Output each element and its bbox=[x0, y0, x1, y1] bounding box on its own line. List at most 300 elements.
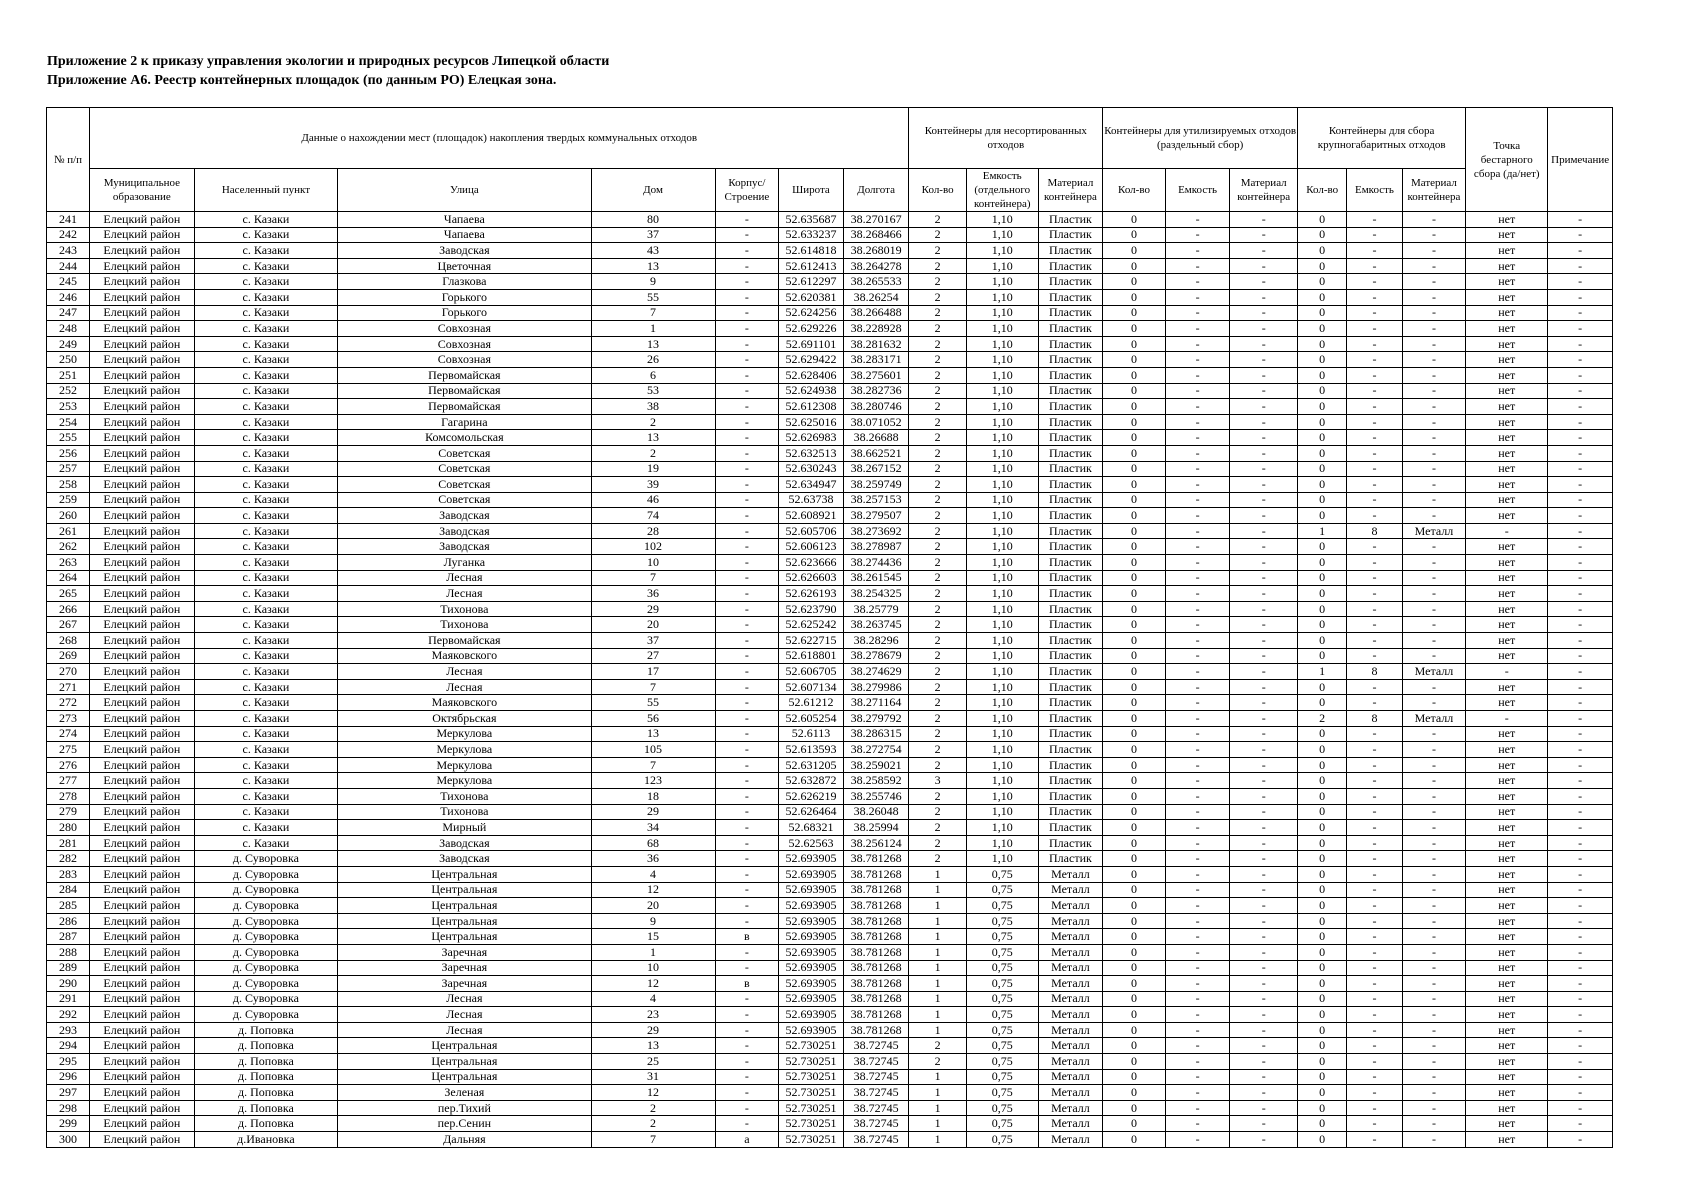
cell-point: нет bbox=[1466, 555, 1548, 571]
cell-unsorted-material: Металл bbox=[1038, 1054, 1103, 1070]
cell-unsorted-count: 2 bbox=[909, 461, 966, 477]
cell-settlement: с. Казаки bbox=[194, 835, 338, 851]
cell-building: - bbox=[715, 227, 779, 243]
cell-unsorted-count: 2 bbox=[909, 414, 966, 430]
cell-street: Заводская bbox=[338, 243, 591, 259]
cell-bulky-count: 0 bbox=[1298, 913, 1347, 929]
cell-unsorted-count: 1 bbox=[909, 882, 966, 898]
cell-point: нет bbox=[1466, 617, 1548, 633]
cell-building: - bbox=[715, 1007, 779, 1023]
cell-lat: 52.62563 bbox=[779, 835, 844, 851]
cell-point: нет bbox=[1466, 336, 1548, 352]
cell-lon: 38.254325 bbox=[843, 586, 909, 602]
cell-building: - bbox=[715, 305, 779, 321]
cell-unsorted-count: 2 bbox=[909, 788, 966, 804]
cell-house: 55 bbox=[591, 289, 715, 305]
cell-lon: 38.259749 bbox=[843, 477, 909, 493]
cell-point: нет bbox=[1466, 633, 1548, 649]
cell-lon: 38.259021 bbox=[843, 757, 909, 773]
table-row bbox=[47, 1116, 1613, 1132]
cell-street: Совхозная bbox=[338, 336, 591, 352]
cell-recycle-count: 0 bbox=[1103, 773, 1166, 789]
cell-bulky-material: - bbox=[1402, 1038, 1466, 1054]
cell-recycle-capacity: - bbox=[1165, 929, 1230, 945]
cell-settlement: с. Казаки bbox=[194, 570, 338, 586]
cell-lon: 38.283171 bbox=[843, 352, 909, 368]
cell-bulky-capacity: - bbox=[1347, 617, 1402, 633]
cell-point: нет bbox=[1466, 773, 1548, 789]
cell-unsorted-capacity: 1,10 bbox=[966, 788, 1038, 804]
cell-settlement: с. Казаки bbox=[194, 227, 338, 243]
cell-bulky-capacity: - bbox=[1347, 570, 1402, 586]
cell-settlement: д. Поповка bbox=[194, 1069, 338, 1085]
cell-settlement: д. Суворовка bbox=[194, 913, 338, 929]
cell-num: 298 bbox=[47, 1100, 90, 1116]
cell-municipality: Елецкий район bbox=[90, 1132, 195, 1148]
cell-bulky-material: - bbox=[1402, 352, 1466, 368]
cell-house: 2 bbox=[591, 1100, 715, 1116]
cell-lat: 52.730251 bbox=[779, 1038, 844, 1054]
cell-house: 56 bbox=[591, 711, 715, 727]
cell-note: - bbox=[1548, 321, 1613, 337]
table-row bbox=[47, 414, 1613, 430]
cell-unsorted-count: 2 bbox=[909, 212, 966, 228]
cell-lon: 38.72745 bbox=[843, 1132, 909, 1148]
cell-bulky-capacity: - bbox=[1347, 414, 1402, 430]
header-house: Дом bbox=[591, 169, 715, 212]
cell-unsorted-material: Пластик bbox=[1038, 289, 1103, 305]
cell-num: 270 bbox=[47, 664, 90, 680]
cell-settlement: д. Суворовка bbox=[194, 960, 338, 976]
cell-bulky-count: 0 bbox=[1298, 648, 1347, 664]
cell-unsorted-count: 2 bbox=[909, 711, 966, 727]
cell-lat: 52.632872 bbox=[779, 773, 844, 789]
cell-recycle-capacity: - bbox=[1165, 648, 1230, 664]
cell-bulky-capacity: - bbox=[1347, 1085, 1402, 1101]
cell-building: - bbox=[715, 601, 779, 617]
cell-settlement: д. Поповка bbox=[194, 1054, 338, 1070]
cell-unsorted-count: 1 bbox=[909, 1085, 966, 1101]
cell-unsorted-capacity: 0,75 bbox=[966, 1007, 1038, 1023]
cell-recycle-material: - bbox=[1230, 336, 1298, 352]
cell-num: 253 bbox=[47, 399, 90, 415]
cell-bulky-count: 0 bbox=[1298, 555, 1347, 571]
cell-settlement: с. Казаки bbox=[194, 617, 338, 633]
cell-unsorted-material: Пластик bbox=[1038, 399, 1103, 415]
cell-settlement: с. Казаки bbox=[194, 679, 338, 695]
cell-municipality: Елецкий район bbox=[90, 352, 195, 368]
cell-note: - bbox=[1548, 1100, 1613, 1116]
cell-street: Лесная bbox=[338, 586, 591, 602]
cell-street: Центральная bbox=[338, 913, 591, 929]
cell-unsorted-material: Пластик bbox=[1038, 212, 1103, 228]
cell-point: нет bbox=[1466, 788, 1548, 804]
cell-bulky-material: - bbox=[1402, 539, 1466, 555]
cell-house: 29 bbox=[591, 601, 715, 617]
cell-recycle-capacity: - bbox=[1165, 820, 1230, 836]
table-row bbox=[47, 773, 1613, 789]
cell-unsorted-material: Пластик bbox=[1038, 243, 1103, 259]
cell-lat: 52.626603 bbox=[779, 570, 844, 586]
document-titles bbox=[47, 52, 609, 90]
table-row bbox=[47, 477, 1613, 493]
cell-lat: 52.606705 bbox=[779, 664, 844, 680]
cell-point: нет bbox=[1466, 539, 1548, 555]
cell-unsorted-capacity: 1,10 bbox=[966, 851, 1038, 867]
cell-house: 29 bbox=[591, 1022, 715, 1038]
cell-bulky-count: 0 bbox=[1298, 492, 1347, 508]
cell-municipality: Елецкий район bbox=[90, 1054, 195, 1070]
table-row bbox=[47, 835, 1613, 851]
cell-recycle-capacity: - bbox=[1165, 258, 1230, 274]
cell-recycle-count: 0 bbox=[1103, 820, 1166, 836]
cell-lon: 38.255746 bbox=[843, 788, 909, 804]
cell-building: - bbox=[715, 820, 779, 836]
cell-lon: 38.279986 bbox=[843, 679, 909, 695]
cell-settlement: д. Поповка bbox=[194, 1022, 338, 1038]
cell-lon: 38.26048 bbox=[843, 804, 909, 820]
cell-note: - bbox=[1548, 539, 1613, 555]
cell-recycle-capacity: - bbox=[1165, 757, 1230, 773]
cell-bulky-count: 0 bbox=[1298, 866, 1347, 882]
cell-building: - bbox=[715, 633, 779, 649]
cell-lat: 52.612297 bbox=[779, 274, 844, 290]
cell-recycle-count: 0 bbox=[1103, 742, 1166, 758]
cell-note: - bbox=[1548, 664, 1613, 680]
cell-bulky-material: - bbox=[1402, 477, 1466, 493]
cell-lon: 38.72745 bbox=[843, 1100, 909, 1116]
cell-unsorted-count: 2 bbox=[909, 617, 966, 633]
cell-bulky-count: 1 bbox=[1298, 523, 1347, 539]
cell-bulky-count: 0 bbox=[1298, 321, 1347, 337]
cell-recycle-capacity: - bbox=[1165, 1085, 1230, 1101]
cell-recycle-count: 0 bbox=[1103, 944, 1166, 960]
cell-lon: 38.28296 bbox=[843, 633, 909, 649]
cell-bulky-material: - bbox=[1402, 258, 1466, 274]
cell-unsorted-capacity: 1,10 bbox=[966, 212, 1038, 228]
cell-unsorted-capacity: 0,75 bbox=[966, 882, 1038, 898]
cell-municipality: Елецкий район bbox=[90, 399, 195, 415]
cell-recycle-material: - bbox=[1230, 679, 1298, 695]
cell-bulky-material: - bbox=[1402, 757, 1466, 773]
cell-bulky-capacity: - bbox=[1347, 679, 1402, 695]
cell-house: 2 bbox=[591, 445, 715, 461]
table-row bbox=[47, 274, 1613, 290]
table-row bbox=[47, 539, 1613, 555]
cell-bulky-capacity: - bbox=[1347, 960, 1402, 976]
cell-point: нет bbox=[1466, 305, 1548, 321]
table-body bbox=[47, 212, 1613, 1148]
cell-recycle-count: 0 bbox=[1103, 274, 1166, 290]
cell-bulky-capacity: - bbox=[1347, 1132, 1402, 1148]
cell-street: Советская bbox=[338, 477, 591, 493]
cell-bulky-count: 0 bbox=[1298, 289, 1347, 305]
cell-lon: 38.25994 bbox=[843, 820, 909, 836]
cell-bulky-count: 0 bbox=[1298, 227, 1347, 243]
cell-settlement: д. Поповка bbox=[194, 1038, 338, 1054]
cell-unsorted-count: 2 bbox=[909, 648, 966, 664]
cell-bulky-material: - bbox=[1402, 1069, 1466, 1085]
cell-bulky-count: 0 bbox=[1298, 944, 1347, 960]
cell-bulky-capacity: - bbox=[1347, 336, 1402, 352]
cell-lat: 52.613593 bbox=[779, 742, 844, 758]
cell-bulky-material: - bbox=[1402, 555, 1466, 571]
cell-house: 7 bbox=[591, 757, 715, 773]
cell-lon: 38.272754 bbox=[843, 742, 909, 758]
cell-bulky-capacity: - bbox=[1347, 882, 1402, 898]
cell-lon: 38.72745 bbox=[843, 1038, 909, 1054]
cell-lat: 52.730251 bbox=[779, 1085, 844, 1101]
cell-num: 243 bbox=[47, 243, 90, 259]
cell-street: Лесная bbox=[338, 570, 591, 586]
cell-recycle-count: 0 bbox=[1103, 835, 1166, 851]
cell-unsorted-capacity: 1,10 bbox=[966, 445, 1038, 461]
cell-settlement: с. Казаки bbox=[194, 586, 338, 602]
cell-recycle-material: - bbox=[1230, 289, 1298, 305]
cell-street: Центральная bbox=[338, 1054, 591, 1070]
cell-house: 74 bbox=[591, 508, 715, 524]
cell-recycle-capacity: - bbox=[1165, 336, 1230, 352]
cell-lon: 38.268466 bbox=[843, 227, 909, 243]
cell-lon: 38.257153 bbox=[843, 492, 909, 508]
cell-municipality: Елецкий район bbox=[90, 555, 195, 571]
cell-lon: 38.265533 bbox=[843, 274, 909, 290]
cell-num: 280 bbox=[47, 820, 90, 836]
cell-bulky-count: 0 bbox=[1298, 1038, 1347, 1054]
cell-num: 247 bbox=[47, 305, 90, 321]
cell-recycle-material: - bbox=[1230, 1085, 1298, 1101]
cell-settlement: с. Казаки bbox=[194, 305, 338, 321]
header-recycle-count: Кол-во bbox=[1103, 169, 1166, 212]
cell-recycle-material: - bbox=[1230, 1132, 1298, 1148]
cell-building: - bbox=[715, 274, 779, 290]
cell-lon: 38.278679 bbox=[843, 648, 909, 664]
cell-bulky-capacity: - bbox=[1347, 383, 1402, 399]
cell-bulky-capacity: - bbox=[1347, 445, 1402, 461]
cell-settlement: с. Казаки bbox=[194, 555, 338, 571]
cell-recycle-material: - bbox=[1230, 664, 1298, 680]
cell-street: Маяковского bbox=[338, 695, 591, 711]
cell-lat: 52.693905 bbox=[779, 866, 844, 882]
cell-num: 290 bbox=[47, 976, 90, 992]
table-row bbox=[47, 711, 1613, 727]
cell-recycle-count: 0 bbox=[1103, 445, 1166, 461]
cell-bulky-material: - bbox=[1402, 944, 1466, 960]
cell-unsorted-count: 2 bbox=[909, 1054, 966, 1070]
cell-unsorted-count: 3 bbox=[909, 773, 966, 789]
cell-point: нет bbox=[1466, 227, 1548, 243]
cell-bulky-material: - bbox=[1402, 492, 1466, 508]
cell-note: - bbox=[1548, 1069, 1613, 1085]
cell-municipality: Елецкий район bbox=[90, 804, 195, 820]
cell-municipality: Елецкий район bbox=[90, 336, 195, 352]
cell-recycle-capacity: - bbox=[1165, 711, 1230, 727]
cell-note: - bbox=[1548, 1038, 1613, 1054]
cell-note: - bbox=[1548, 695, 1613, 711]
cell-unsorted-material: Металл bbox=[1038, 1007, 1103, 1023]
cell-recycle-capacity: - bbox=[1165, 383, 1230, 399]
cell-municipality: Елецкий район bbox=[90, 243, 195, 259]
cell-bulky-capacity: - bbox=[1347, 492, 1402, 508]
cell-lon: 38.256124 bbox=[843, 835, 909, 851]
cell-bulky-material: - bbox=[1402, 929, 1466, 945]
cell-bulky-count: 0 bbox=[1298, 726, 1347, 742]
cell-municipality: Елецкий район bbox=[90, 227, 195, 243]
cell-recycle-material: - bbox=[1230, 648, 1298, 664]
cell-point: нет bbox=[1466, 757, 1548, 773]
cell-street: Заводская bbox=[338, 851, 591, 867]
cell-num: 278 bbox=[47, 788, 90, 804]
cell-settlement: с. Казаки bbox=[194, 243, 338, 259]
cell-recycle-capacity: - bbox=[1165, 289, 1230, 305]
cell-recycle-count: 0 bbox=[1103, 1116, 1166, 1132]
cell-bulky-material: - bbox=[1402, 601, 1466, 617]
header-note: Примечание bbox=[1548, 108, 1613, 212]
cell-recycle-capacity: - bbox=[1165, 1100, 1230, 1116]
cell-recycle-count: 0 bbox=[1103, 1100, 1166, 1116]
cell-num: 295 bbox=[47, 1054, 90, 1070]
cell-recycle-material: - bbox=[1230, 243, 1298, 259]
cell-settlement: с. Казаки bbox=[194, 352, 338, 368]
cell-lon: 38.273692 bbox=[843, 523, 909, 539]
cell-house: 39 bbox=[591, 477, 715, 493]
cell-house: 36 bbox=[591, 851, 715, 867]
cell-bulky-capacity: - bbox=[1347, 1038, 1402, 1054]
cell-municipality: Елецкий район bbox=[90, 414, 195, 430]
cell-bulky-capacity: - bbox=[1347, 243, 1402, 259]
cell-settlement: с. Казаки bbox=[194, 804, 338, 820]
cell-bulky-count: 0 bbox=[1298, 695, 1347, 711]
cell-house: 20 bbox=[591, 617, 715, 633]
cell-recycle-material: - bbox=[1230, 445, 1298, 461]
cell-unsorted-count: 2 bbox=[909, 430, 966, 446]
cell-point: нет bbox=[1466, 1116, 1548, 1132]
cell-num: 268 bbox=[47, 633, 90, 649]
cell-bulky-material: - bbox=[1402, 227, 1466, 243]
table-row bbox=[47, 367, 1613, 383]
cell-recycle-capacity: - bbox=[1165, 944, 1230, 960]
cell-bulky-material: - bbox=[1402, 960, 1466, 976]
cell-recycle-material: - bbox=[1230, 212, 1298, 228]
cell-recycle-count: 0 bbox=[1103, 1054, 1166, 1070]
cell-bulky-material: - bbox=[1402, 336, 1466, 352]
cell-street: Заводская bbox=[338, 523, 591, 539]
cell-num: 256 bbox=[47, 445, 90, 461]
cell-unsorted-material: Металл bbox=[1038, 991, 1103, 1007]
cell-unsorted-count: 1 bbox=[909, 976, 966, 992]
cell-settlement: с. Казаки bbox=[194, 523, 338, 539]
cell-bulky-capacity: - bbox=[1347, 461, 1402, 477]
cell-lat: 52.623666 bbox=[779, 555, 844, 571]
cell-street: Тихонова bbox=[338, 601, 591, 617]
cell-note: - bbox=[1548, 960, 1613, 976]
cell-bulky-capacity: - bbox=[1347, 539, 1402, 555]
cell-unsorted-material: Пластик bbox=[1038, 679, 1103, 695]
cell-bulky-capacity: - bbox=[1347, 399, 1402, 415]
cell-num: 252 bbox=[47, 383, 90, 399]
cell-bulky-material: - bbox=[1402, 289, 1466, 305]
cell-recycle-count: 0 bbox=[1103, 1007, 1166, 1023]
cell-unsorted-material: Пластик bbox=[1038, 601, 1103, 617]
cell-num: 248 bbox=[47, 321, 90, 337]
cell-street: Глазкова bbox=[338, 274, 591, 290]
cell-bulky-capacity: - bbox=[1347, 601, 1402, 617]
cell-recycle-material: - bbox=[1230, 367, 1298, 383]
cell-unsorted-count: 2 bbox=[909, 633, 966, 649]
cell-lat: 52.693905 bbox=[779, 944, 844, 960]
cell-unsorted-material: Пластик bbox=[1038, 274, 1103, 290]
cell-note: - bbox=[1548, 742, 1613, 758]
cell-municipality: Елецкий район bbox=[90, 477, 195, 493]
cell-bulky-capacity: - bbox=[1347, 773, 1402, 789]
cell-unsorted-material: Металл bbox=[1038, 1116, 1103, 1132]
cell-settlement: с. Казаки bbox=[194, 788, 338, 804]
cell-bulky-capacity: - bbox=[1347, 898, 1402, 914]
cell-building: - bbox=[715, 1085, 779, 1101]
cell-unsorted-capacity: 1,10 bbox=[966, 617, 1038, 633]
cell-recycle-capacity: - bbox=[1165, 835, 1230, 851]
cell-unsorted-capacity: 1,10 bbox=[966, 289, 1038, 305]
cell-building: - bbox=[715, 492, 779, 508]
cell-unsorted-capacity: 1,10 bbox=[966, 274, 1038, 290]
cell-municipality: Елецкий район bbox=[90, 757, 195, 773]
cell-recycle-material: - bbox=[1230, 820, 1298, 836]
table-row bbox=[47, 289, 1613, 305]
cell-recycle-capacity: - bbox=[1165, 633, 1230, 649]
cell-recycle-count: 0 bbox=[1103, 633, 1166, 649]
cell-point: нет bbox=[1466, 960, 1548, 976]
cell-bulky-capacity: - bbox=[1347, 430, 1402, 446]
cell-recycle-material: - bbox=[1230, 555, 1298, 571]
cell-recycle-capacity: - bbox=[1165, 851, 1230, 867]
cell-settlement: с. Казаки bbox=[194, 336, 338, 352]
cell-settlement: с. Казаки bbox=[194, 664, 338, 680]
cell-note: - bbox=[1548, 1007, 1613, 1023]
cell-recycle-capacity: - bbox=[1165, 508, 1230, 524]
cell-lon: 38.274436 bbox=[843, 555, 909, 571]
cell-street: Дальняя bbox=[338, 1132, 591, 1148]
cell-recycle-material: - bbox=[1230, 1116, 1298, 1132]
header-municipality: Муниципальное образование bbox=[90, 169, 195, 212]
cell-point: нет bbox=[1466, 445, 1548, 461]
cell-settlement: с. Казаки bbox=[194, 414, 338, 430]
cell-bulky-material: - bbox=[1402, 570, 1466, 586]
cell-building: а bbox=[715, 1132, 779, 1148]
table-row bbox=[47, 1054, 1613, 1070]
cell-note: - bbox=[1548, 1116, 1613, 1132]
cell-num: 271 bbox=[47, 679, 90, 695]
cell-unsorted-count: 1 bbox=[909, 898, 966, 914]
cell-bulky-count: 0 bbox=[1298, 367, 1347, 383]
cell-bulky-count: 0 bbox=[1298, 1085, 1347, 1101]
cell-street: Октябрьская bbox=[338, 711, 591, 727]
cell-bulky-capacity: - bbox=[1347, 258, 1402, 274]
cell-unsorted-material: Пластик bbox=[1038, 664, 1103, 680]
cell-bulky-count: 0 bbox=[1298, 1007, 1347, 1023]
cell-bulky-material: Металл bbox=[1402, 523, 1466, 539]
cell-house: 7 bbox=[591, 679, 715, 695]
cell-municipality: Елецкий район bbox=[90, 913, 195, 929]
cell-bulky-capacity: - bbox=[1347, 929, 1402, 945]
cell-recycle-capacity: - bbox=[1165, 523, 1230, 539]
cell-settlement: д. Суворовка bbox=[194, 929, 338, 945]
cell-recycle-count: 0 bbox=[1103, 321, 1166, 337]
cell-bulky-count: 1 bbox=[1298, 664, 1347, 680]
cell-bulky-material: - bbox=[1402, 866, 1466, 882]
cell-bulky-count: 0 bbox=[1298, 835, 1347, 851]
cell-municipality: Елецкий район bbox=[90, 866, 195, 882]
cell-bulky-count: 0 bbox=[1298, 212, 1347, 228]
